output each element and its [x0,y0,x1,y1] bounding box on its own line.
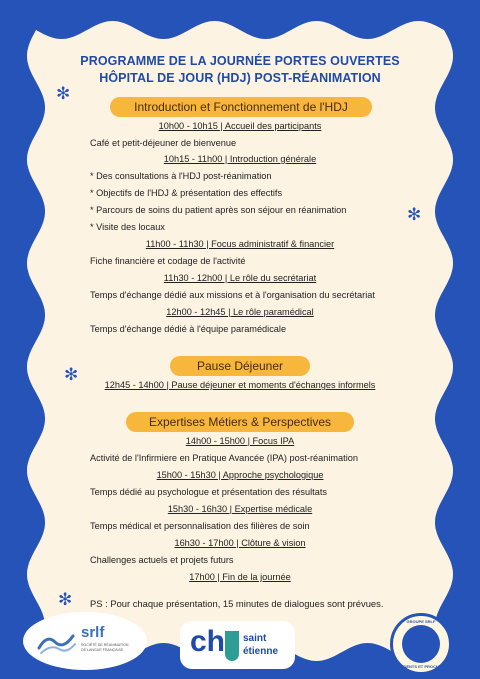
section-header-pause: Pause Déjeuner [170,356,310,376]
page-title-line-2: HÔPITAL DE JOUR (HDJ) POST-RÉANIMATION [99,71,381,85]
chu-logo-mark: ch [190,625,226,658]
schedule-description: Café et petit-déjeuner de bienvenue [90,138,237,148]
schedule-bullet: * Objectifs de l'HDJ & présentation des effectifs [90,188,283,198]
hands-circle-icon [402,625,440,663]
page-title-line-1: PROGRAMME DE LA JOURNÉE PORTES OUVERTES [80,54,400,68]
schedule-description: Activité de l'Infirmiere en Pratique Avancée (IPA) post-réanimation [90,453,358,463]
schedule-time-slot: 11h30 - 12h00 | Le rôle du secrétariat [163,273,317,283]
sparkle-icon: ✻ [407,205,422,224]
schedule-description: Temps d'échange dédié aux missions et à l'organisation du secrétariat [90,290,375,300]
schedule-description: Fiche financière et codage de l'activité [90,256,246,266]
schedule-time-slot: 11h00 - 11h30 | Focus administratif & financier [145,239,335,249]
groupe-logo-top-text: GROUPE SRLF [406,619,436,624]
chu-logo [180,621,295,669]
schedule-time-slot: 10h00 - 10h15 | Accueil des participants [158,121,322,131]
schedule-time-slot: 17h00 | Fin de la journée [189,572,291,582]
schedule-bullet: * Des consultations à l'HDJ post-réanimation [90,171,272,181]
sparkle-icon: ✻ [56,84,71,103]
schedule-bullet: * Parcours de soins du patient après son séjour en réanimation [90,205,347,215]
schedule-time-slot: 14h00 - 15h00 | Focus IPA [185,436,295,446]
schedule-time-slot: 15h30 - 16h30 | Expertise médicale [167,504,313,514]
groupe-patients-logo [390,613,452,675]
chu-u-shape-icon [225,631,239,661]
schedule-time-slot: 15h00 - 15h30 | Approche psychologique [156,470,324,480]
chu-logo-line1: saint [243,633,267,644]
section-header-intro: Introduction et Fonctionnement de l'HDJ [110,97,372,117]
schedule-description: Temps médical et personnalisation des filières de soin [90,521,310,531]
srlf-logo [23,612,147,670]
sparkle-icon: ✻ [64,365,79,384]
schedule-bullet: * Visite des locaux [90,222,165,232]
schedule-time-slot: 10h15 - 11h00 | Introduction générale [163,154,317,164]
schedule-time-slot: 16h30 - 17h00 | Clôture & vision [174,538,306,548]
schedule-description: Challenges actuels et projets futurs [90,555,234,565]
srlf-wave-icon [37,626,77,656]
sparkle-icon: ✻ [58,590,73,609]
schedule-description: Temps d'échange dédié à l'équipe paramédicale [90,324,287,334]
schedule-time-slot: 12h45 - 14h00 | Pause déjeuner et moments d'échanges informels [104,380,376,390]
srlf-logo-name: srlf [81,624,105,641]
schedule-description: Temps dédié au psychologue et présentation des résultats [90,487,327,497]
schedule-time-slot: 12h00 - 12h45 | Le rôle paramédical [166,307,314,317]
section-header-expertises: Expertises Métiers & Perspectives [126,412,354,432]
srlf-logo-subtitle: SOCIÉTÉ DE RÉANIMATION DE LANGUE FRANÇAISE [81,643,129,652]
groupe-logo-bottom-text: PATIENTS ET PROCHES [397,664,445,669]
chu-logo-line2: étienne [243,646,279,657]
ps-note: PS : Pour chaque présentation, 15 minutes de dialogues sont prévues. [90,598,384,609]
